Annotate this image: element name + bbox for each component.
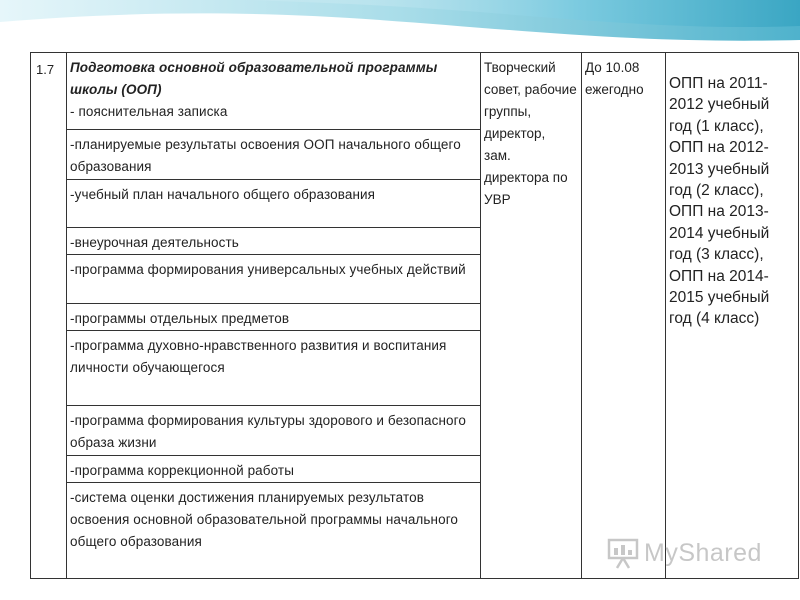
subitem-cell: -планируемые результаты освоения ООП начального общего образования [67,130,481,180]
outcome-text: ОПП на 2011-2012 учебный год (1 класс), ОПП на 2012-2013 учебный год (2 класс), ОПП на 2013-2014 учебный год (3 класс), ОПП на 2014-2015 учебный год (4 класс) [669,75,770,328]
subitem-title-cell [67,53,481,130]
deadline-cell [582,53,666,579]
outcome-cell [666,53,799,579]
watermark [606,536,762,570]
watermark-text: MyShared [644,538,762,567]
subitem-cell: -учебный план начального общего образования [67,180,481,228]
responsible-text: Творческий совет, рабочие группы, директор, зам. директора по УВР [484,60,577,207]
row-number: 1.7 [31,53,67,579]
subitem-cell: -система оценки достижения планируемых результатов освоения основной образовательной программы начального общего образования [67,483,481,579]
subitem-cell: -программа коррекционной работы [67,456,481,483]
plan-table [30,52,799,579]
presentation-board-icon [606,536,640,570]
subitem-cell: -программы отдельных предметов [67,304,481,331]
subitem-cell: -внеурочная деятельность [67,228,481,255]
row-title-note: - пояснительная записка [70,104,228,119]
subitem-cell: -программа формирования культуры здорового и безопасного образа жизни [67,406,481,456]
row-title: Подготовка основной образовательной программы школы (ООП) [70,60,438,97]
subitem-cell: -программа формирования универсальных учебных действий [67,255,481,304]
subitem-cell: -программа духовно-нравственного развития и воспитания личности обучающегося [67,331,481,406]
deadline-text: До 10.08 ежегодно [585,60,644,97]
responsible-cell [481,53,582,579]
table-row [31,53,799,130]
